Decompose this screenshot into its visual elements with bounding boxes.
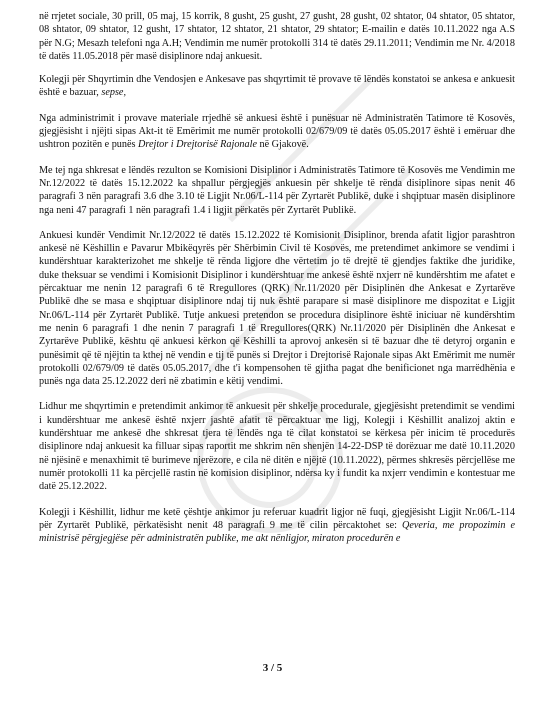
legal-framework-paragraph — [39, 506, 515, 546]
document-body — [39, 10, 515, 545]
college-finding-italic: sepse, — [98, 87, 127, 99]
employment-paragraph — [39, 112, 515, 152]
disciplinary-decision-paragraph: Me tej nga shkresat e lëndës rezulton se Komisioni Disiplinor i Administratës Tatimore të Kosovës me Vendimin me Nr.12/2022 të datës 15.12.2022 ka shpallur përgjegjës ankuesin për shkelje të rënda disiplinore sipas nenit 46 paragrafi 3 nën paragrafi 3.6 dhe 3.10 të Ligjit Nr.06/L-114 për Zyrtarët Publikë, duke i shqiptuar masën disiplinore nga neni 47 paragrafi 1 nën paragrafi 1.4 i ligjit përkatës për Zyrtarët Publikë. — [39, 164, 515, 216]
college-finding-text: Kolegji për Shqyrtimin dhe Vendosjen e Ankesave pas shqyrtimit të provave të lëndës konstatoi se ankesa e ankuesit është e bazuar, — [39, 74, 515, 99]
employment-position-italic: Drejtor i Drejtorisë Rajonale — [138, 139, 257, 151]
procedural-analysis-paragraph: Lidhur me shqyrtimin e pretendimit ankimor të ankuesit për shkelje procedurale, gjegjësisht pretendimit se vendimi i kundërshtuar me ankesë është nxjerr jashtë afatit të përcaktuar me ligj, Kolegji i Këshillit analizoj aktin e kundërshtuar me ankesë dhe shkresat tjera të lëndës nga të cilat konstatoi se kërkesa për inicim të procedurës disiplinore ndaj ankuesit ka filluar sipas raportit me shkrim nën shenjën 14-22-DSP të dorëzuar me datë 10.11.2020 në njësinë e menaxhimit të burimeve njerëzore, e cila në ditën e njëjtë (10.11.2022), përmes shkresës përcjellëse me numër protokolli 11 ka përcjellë rastin në komision disiplinor, ndërsa ky i fundit ka nxjerr vendimin e kontestuar me datë 25.12.2022. — [39, 401, 515, 493]
evidence-list-paragraph: në rrjetet sociale, 30 prill, 05 maj, 15 korrik, 8 gusht, 25 gusht, 27 gusht, 28 gusht, 02 shtator, 04 shtator, 05 shtator, 08 shtator, 09 shtator, 12 gusht, 17 shtator, 12 shtator, 21 shtator, 29 shtator; E-mailin e datës 10.11.2022 nga A.S për N.G; Mesazh telefoni nga A.H; Vendimin me numër protokolli 314 të datës 29.11.2011; Vendimin me Nr. 4/2018 të datës 11.05.2018 për masë disiplinore ndaj ankuesit. — [39, 11, 515, 62]
legal-framework-quote-italic: Qeveria, me propozimin e ministrisë përgjegjëse për administratën publike, me akt nënligjor, miraton procedurën e — [39, 519, 515, 545]
appeal-claims-paragraph: Ankuesi kundër Vendimit Nr.12/2022 të datës 15.12.2022 të Komisionit Disiplinor, brenda afatit ligjor parashtron ankesë në Këshillin e Pavarur Mbikëqyrës për Shërbimin Civil të Kosovës, me pretendimet ankimore se vendimi i kundërshtuar karakterizohet me shkelje të rënda ligjore dhe vërtetim jo të drejtë të gjendjes faktike dhe juridike, duke theksuar se vendimi i Komisionit Disiplinor i kundërshtuar me ankesë është nxjerr në kundërshtim me afatet e përcaktuar me nenin 12 paragrafi 6 të Rregullores (QRK) Nr.11/2020 për Disiplinën dhe Ankesat e Zyrtarëve Publikë dhe se masa e shqiptuar disiplinore ndaj tij nuk është parapare si masë disiplinore me dispozitat e Ligjit Nr.06/L-114 për Zyrtarët Publikë. Tutje ankuesi pretendon se procedura disiplinore është iniciuar në kundërshtim me nenin 6 paragrafi 1 dhe nenin 7 paragrafi 1 të Rregullores(QRK) Nr.11/2020 për Disiplinën dhe Ankesat e Zyrtarëve Publikë, kështu që ankuesi kërkon që Këshilli ta aprovoj ankesën si të bazuar dhe të detyroj organin e punësimit që të njëjtin ta kthej në vendin e tij të punës si Drejtor i Drejtorisë Rajonale sipas Akt Emërimit me numër protokolli 02/679/09 të datës 05.05.2017, dhe t'i kompensohen të gjitha pagat dhe benificionet nga marrëdhënia e punës nga data 25.12.2022 deri në zbatimin e këtij vendimi. — [39, 229, 515, 388]
employment-text-end: në Gjakovë. — [256, 139, 309, 151]
legal-framework-text: Kolegji i Këshillit, lidhur me ketë çështje ankimor ju referuar kuadrit ligjor në fuqi, gjegjësisht Ligjit Nr.06/L-114 për Zyrtarët Publikë, përkatësisht nenit 48 paragrafi 9 me të cilin përcaktohet se: — [39, 506, 515, 531]
college-finding-paragraph — [39, 73, 515, 100]
employment-text: Nga administrimit i provave materiale rrjedhë së ankuesi është i punësuar në Administratën Tatimore të Kosovës, gjegjësisht i njëjti sipas Akt-it të Emërimit me numër protokolli 02/679/09 të datës 05.05.2017 është i emëruar dhe ushtron pozitën e punës — [39, 112, 515, 151]
page-number: 3 / 5 — [262, 662, 283, 674]
